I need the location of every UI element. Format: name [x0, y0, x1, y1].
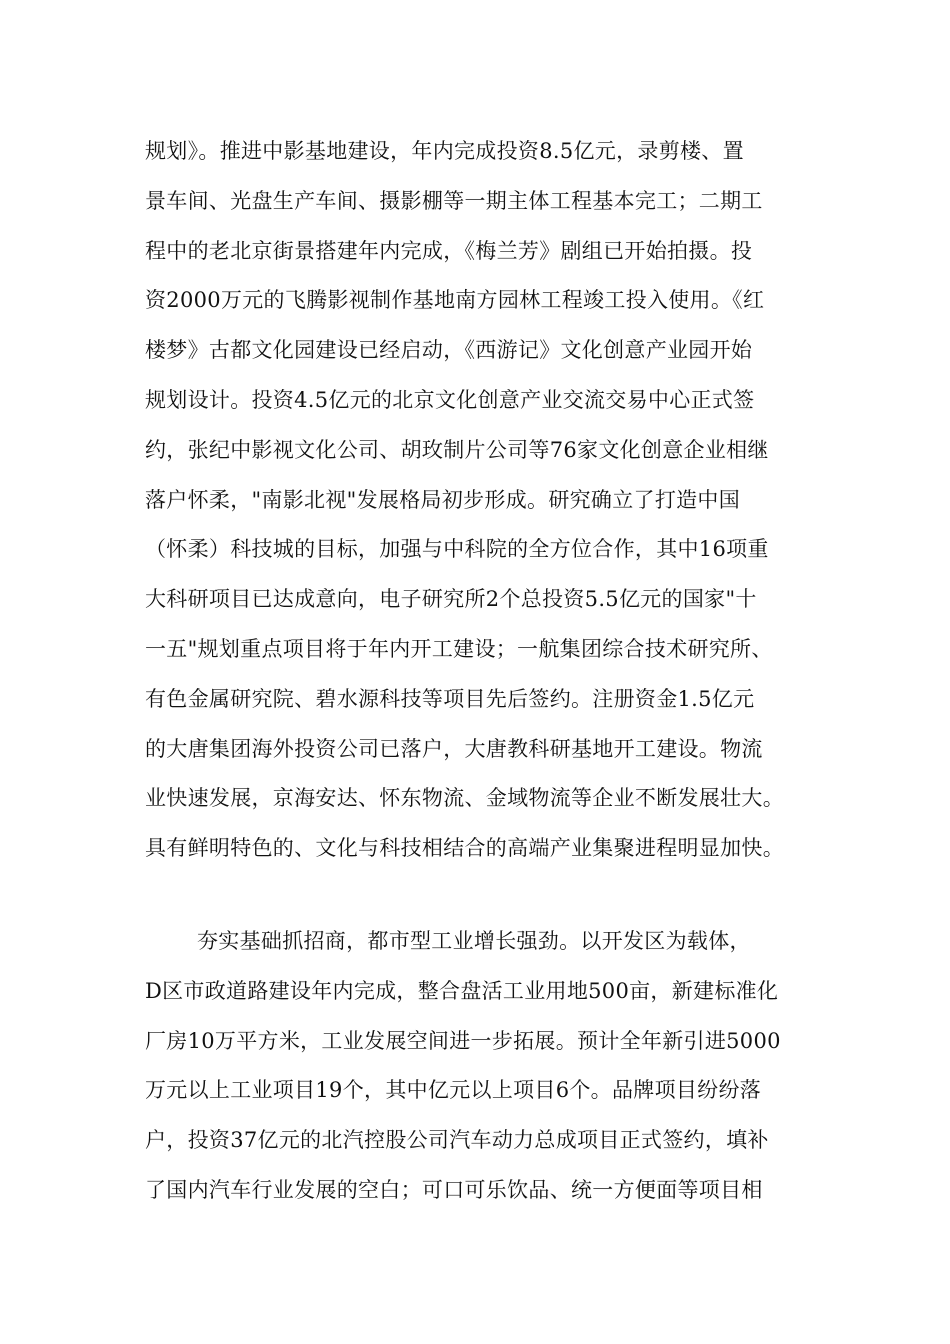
- paragraph-industry-cluster: [145, 127, 810, 874]
- text-line: 的大唐集团海外投资公司已落户，大唐教科研基地开工建设。物流: [145, 736, 763, 761]
- text-line: 业快速发展，京海安达、怀东物流、金域物流等企业不断发展壮大。: [145, 786, 784, 811]
- text-line: 景车间、光盘生产车间、摄影棚等一期主体工程基本完工；二期工: [145, 188, 763, 213]
- text-line: 规划设计。投资4.5亿元的北京文化创意产业交流交易中心正式签: [145, 387, 755, 412]
- text-line: 万元以上工业项目19个，其中亿元以上项目6个。品牌项目纷纷落: [145, 1078, 762, 1103]
- text-line: （怀柔）科技城的目标，加强与中科院的全方位合作，其中16项重: [145, 537, 769, 562]
- text-line: 厂房10万平方米，工业发展空间进一步拓展。预计全年新引进5000: [145, 1028, 781, 1053]
- paragraph-urban-industry: [145, 917, 810, 1216]
- text-line: D区市政道路建设年内完成，整合盘活工业用地500亩，新建标准化: [145, 978, 779, 1003]
- text-line: 程中的老北京街景搭建年内完成，《梅兰芳》剧组已开始拍摄。投: [145, 238, 753, 263]
- text-line: 资2000万元的飞腾影视制作基地南方园林工程竣工投入使用。《红: [145, 288, 765, 313]
- text-line: 一五"规划重点项目将于年内开工建设；一航集团综合技术研究所、: [145, 636, 773, 661]
- text-line: 约，张纪中影视文化公司、胡玫制片公司等76家文化创意企业相继: [145, 437, 769, 462]
- text-line: 有色金属研究院、碧水源科技等项目先后签约。注册资金1.5亿元: [145, 686, 755, 711]
- text-line: 户，投资37亿元的北汽控股公司汽车动力总成项目正式签约，填补: [145, 1128, 769, 1153]
- text-line: 具有鲜明特色的、文化与科技相结合的高端产业集聚进程明显加快。: [145, 836, 784, 861]
- text-line: 规划》。推进中影基地建设，年内完成投资8.5亿元，录剪楼、置: [145, 139, 744, 163]
- text-line: 楼梦》古都文化园建设已经启动，《西游记》文化创意产业园开始: [145, 338, 753, 363]
- text-line: 大科研项目已达成意向，电子研究所2个总投资5.5亿元的国家"十: [145, 587, 757, 612]
- text-line: 了国内汽车行业发展的空白；可口可乐饮品、统一方便面等项目相: [145, 1177, 763, 1202]
- text-line: 落户怀柔，"南影北视"发展格局初步形成。研究确立了打造中国: [145, 487, 741, 512]
- text-line-indented: 夯实基础抓招商，都市型工业增长强劲。以开发区为载体，: [197, 929, 751, 953]
